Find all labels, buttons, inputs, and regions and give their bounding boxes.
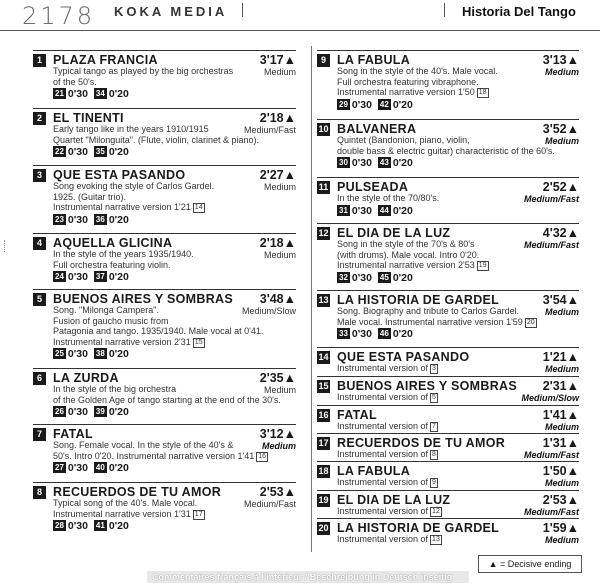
description-line (337, 477, 438, 488)
edit-track-number: 22 (55, 147, 64, 156)
track-reference-box: 8 (432, 451, 436, 458)
track-number: 8 (33, 486, 46, 499)
track-duration: 1'21▲ (542, 350, 579, 364)
track-tempo: Medium (263, 385, 296, 395)
description-line (337, 534, 442, 545)
track-tempo: Medium/Fast (523, 240, 579, 250)
track-description (337, 135, 555, 156)
description-text: Song in the style of the 40's. Male vocal. (337, 66, 498, 76)
description-text: double bass & electric guitar) characteristic of the 60's. (337, 145, 555, 156)
track-number: 6 (33, 372, 46, 385)
track-duration: 2'27▲ (259, 168, 296, 182)
track-separator (317, 290, 579, 291)
description-line (53, 77, 233, 88)
description-text: 1925. (Guitar trio). (53, 191, 127, 202)
track-tempo: Medium (544, 67, 579, 77)
track-tempo: Medium (544, 535, 579, 545)
edit-duration: 0'20 (108, 213, 129, 226)
track-duration: 2'53▲ (542, 493, 579, 507)
album-title: Historia Del Tango (462, 4, 576, 19)
track-tempo: Medium/Fast (243, 499, 296, 509)
track-number: 1 (33, 54, 46, 67)
track-separator (317, 223, 579, 224)
edit-duration: 0'30 (351, 204, 372, 217)
description-line (53, 337, 263, 348)
edit-track-number: 46 (379, 329, 389, 338)
description-text: In the style of the 70/80's. (337, 193, 440, 203)
track-separator (33, 108, 296, 109)
track-number: 20 (318, 523, 329, 533)
track-reference-box: 20 (526, 318, 535, 326)
description-text: In the style of the years 1935/1940. (53, 249, 194, 259)
edit-versions (337, 205, 419, 217)
description-text: Quartet "Milonguita". (Flute, violin, clarinet & piano). (53, 134, 259, 145)
track-title: EL DIA DE LA LUZ (337, 493, 451, 507)
edit-versions (53, 520, 135, 532)
edit-versions (53, 146, 135, 158)
track-tempo: Medium (263, 67, 296, 77)
edit-duration: 0'30 (351, 157, 372, 169)
track-separator (33, 50, 296, 51)
description-line (337, 66, 498, 77)
track-separator (33, 233, 296, 234)
track-description (53, 498, 205, 520)
edit-duration: 0'20 (392, 328, 413, 340)
track-duration: 4'32▲ (542, 226, 579, 240)
description-line (53, 260, 194, 271)
edit-duration: 0'20 (392, 98, 413, 111)
track-separator (317, 490, 579, 491)
track-duration: 3'17▲ (259, 53, 296, 67)
description-line (337, 317, 537, 328)
edit-versions (53, 214, 135, 226)
track-separator (317, 518, 579, 519)
track-duration: 2'31▲ (542, 379, 579, 393)
edit-track-number: 35 (95, 147, 105, 156)
track-description (53, 305, 263, 348)
track-description (337, 421, 438, 432)
track-reference-box: 16 (258, 452, 267, 460)
description-text: Instrumental narrative version 2'31 (53, 336, 191, 347)
track-tempo: Medium (544, 307, 579, 317)
edit-duration: 0'20 (392, 157, 413, 169)
track-description (337, 449, 438, 460)
track-title: BALVANERA (337, 122, 417, 136)
track-reference-box: 18 (478, 89, 487, 96)
track-title: PLAZA FRANCIA (53, 53, 158, 67)
track-tempo: Medium/Fast (243, 125, 296, 135)
edit-track-number: 33 (339, 329, 348, 338)
track-description (337, 239, 489, 271)
track-number: 10 (318, 124, 329, 134)
decisive-ending-legend: ▲ = Decisive ending (478, 555, 582, 573)
description-text: (with drums). Male vocal. Intro 0'20. (337, 249, 480, 260)
description-line (337, 306, 537, 317)
track-number: 7 (33, 428, 46, 441)
edit-track-number: 23 (55, 214, 64, 224)
track-reference-box: 3 (432, 365, 436, 372)
track-description (337, 392, 438, 403)
track-duration: 1'50▲ (542, 464, 579, 478)
track-title: LA FABULA (337, 53, 411, 67)
edit-track-number: 38 (95, 349, 105, 358)
description-line (53, 440, 268, 451)
track-duration: 3'52▲ (542, 122, 579, 136)
description-line (53, 305, 263, 316)
track-title: LA HISTORIA DE GARDEL (337, 293, 500, 307)
description-line (337, 135, 555, 146)
description-line (337, 250, 489, 261)
edit-duration: 0'20 (108, 462, 129, 474)
edit-duration: 0'30 (67, 520, 88, 532)
track-duration: 3'13▲ (542, 53, 579, 67)
track-duration: 3'48▲ (259, 292, 296, 306)
edit-duration: 0'30 (351, 271, 372, 284)
track-duration: 3'12▲ (259, 427, 296, 441)
track-description (53, 66, 233, 87)
description-line (337, 449, 438, 460)
edit-track-number: 45 (379, 272, 389, 282)
track-number: 14 (318, 352, 329, 362)
track-tempo: Medium/Fast (523, 507, 579, 517)
edit-duration: 0'20 (108, 520, 129, 532)
column-divider (311, 46, 312, 552)
track-tempo: Medium/Slow (241, 306, 296, 316)
track-duration: 2'18▲ (259, 111, 296, 125)
track-reference-box: 19 (478, 262, 487, 269)
track-description (337, 306, 537, 328)
description-text: Song. Female vocal. In the style of the 40's & (53, 440, 234, 450)
track-number: 2 (33, 112, 46, 125)
description-text: Male vocal. Instrumental narrative version 1'59 (337, 316, 523, 327)
edit-track-number: 44 (379, 205, 389, 215)
description-text: of the 50's. (53, 76, 97, 87)
edit-track-number: 42 (379, 99, 389, 109)
track-number: 3 (33, 169, 46, 182)
description-text: In the style of the big orchestra (53, 384, 177, 394)
edit-versions (337, 328, 419, 340)
edit-track-number: 21 (55, 89, 64, 98)
track-separator (33, 482, 296, 483)
edit-track-number: 32 (339, 272, 348, 282)
description-text: Instrumental narrative version 1'21 (53, 202, 191, 212)
track-reference-box: 5 (432, 394, 436, 401)
track-tempo: Medium (544, 422, 579, 432)
edit-track-number: 24 (55, 272, 64, 281)
edit-duration: 0'20 (108, 348, 129, 360)
description-line (53, 509, 205, 520)
edit-versions (53, 88, 135, 100)
edit-versions (53, 406, 135, 418)
edit-duration: 0'30 (67, 88, 88, 100)
track-description (53, 384, 281, 405)
edit-track-number: 26 (55, 407, 64, 416)
record-label: KOKA MEDIA (114, 4, 228, 19)
track-description (337, 193, 439, 204)
edit-duration: 0'30 (67, 146, 88, 158)
track-title: FATAL (53, 427, 93, 441)
description-text: Instrumental version of (337, 506, 429, 516)
description-line (337, 77, 498, 88)
description-line (337, 421, 438, 432)
track-duration: 1'31▲ (542, 436, 579, 450)
description-line (53, 192, 214, 203)
track-description (337, 363, 438, 374)
edit-versions (53, 348, 135, 360)
track-tempo: Medium/Slow (521, 393, 579, 403)
edit-track-number: 25 (55, 349, 64, 358)
description-text: Instrumental version of (337, 449, 429, 459)
description-text: Instrumental version of (337, 534, 429, 544)
edit-duration: 0'30 (351, 98, 372, 111)
edit-duration: 0'30 (67, 406, 88, 418)
header-divider (444, 3, 445, 17)
footer-note: Commentaires français à l'intérieur / Beschreibung in Deutsch inseitig (152, 572, 453, 582)
description-text: Full orchestra featuring vibraphone. (337, 76, 479, 87)
track-title: EL TINENTI (53, 111, 124, 125)
track-title: LA ZURDA (53, 371, 119, 385)
description-line (337, 239, 489, 250)
edit-versions (337, 157, 419, 169)
edit-track-number: 41 (95, 521, 105, 530)
track-description (337, 66, 498, 98)
edit-track-number: 29 (339, 99, 348, 109)
track-number: 5 (33, 293, 46, 306)
header-bar (0, 0, 600, 31)
track-reference-box: 12 (432, 508, 440, 515)
track-tempo: Medium (261, 441, 296, 451)
track-duration: 1'41▲ (542, 408, 579, 422)
track-tempo: Medium (263, 250, 296, 260)
track-number: 18 (318, 466, 329, 476)
description-text: Full orchestra featuring violin. (53, 259, 171, 270)
track-title: LA HISTORIA DE GARDEL (337, 521, 500, 535)
track-separator (33, 368, 296, 369)
description-line (53, 181, 214, 192)
description-text: Quintet (Bandonion, piano, violin, (337, 135, 470, 145)
description-text: Fusion of gaucho music from (53, 315, 169, 326)
track-number: 12 (318, 228, 329, 238)
track-separator (317, 433, 579, 434)
edit-track-number: 31 (339, 205, 348, 215)
description-text: of the Golden Age of tango starting at the end of the 30's. (53, 394, 281, 405)
track-title: RECUERDOS DE TU AMOR (53, 485, 222, 499)
description-text: Typical song of the 40's. Male vocal. (53, 498, 198, 508)
track-separator (317, 119, 579, 120)
edit-duration: 0'20 (108, 88, 129, 100)
track-separator (317, 461, 579, 462)
edit-track-number: 36 (95, 214, 105, 224)
track-separator (33, 424, 296, 425)
track-reference-box: 17 (194, 510, 203, 518)
description-text: 50's. Intro 0'20. Instrumental narrative version 1'41 (53, 450, 255, 461)
track-separator (317, 50, 579, 51)
track-title: LA FABULA (337, 464, 411, 478)
description-line (53, 135, 259, 146)
track-reference-box: 15 (194, 338, 203, 346)
description-text: Typical tango as played by the big orchestras (53, 66, 234, 76)
track-reference-box: 14 (194, 204, 203, 211)
track-separator (317, 376, 579, 377)
edit-track-number: 43 (379, 158, 389, 167)
description-line (337, 87, 498, 98)
edit-duration: 0'30 (351, 328, 372, 340)
track-description (53, 181, 214, 213)
track-title: AQUELLA GLICINA (53, 236, 173, 250)
track-title: FATAL (337, 408, 377, 422)
track-tempo: Medium/Fast (523, 194, 579, 204)
track-tempo: Medium (544, 478, 579, 488)
description-text: Song in the style of the 70's & 80's (337, 239, 475, 249)
description-text: Instrumental version of (337, 363, 429, 373)
edit-track-number: 34 (95, 89, 105, 98)
description-line (53, 451, 268, 462)
edge-mark (4, 240, 8, 252)
track-duration: 2'18▲ (259, 236, 296, 250)
track-title: PULSEADA (337, 180, 409, 194)
description-text: Instrumental version of (337, 421, 429, 431)
description-line (53, 124, 259, 135)
track-description (53, 124, 259, 145)
track-number: 9 (317, 54, 330, 67)
track-duration: 2'52▲ (542, 180, 579, 194)
edit-track-number: 28 (55, 521, 64, 530)
track-number: 17 (318, 438, 329, 448)
edit-track-number: 39 (95, 407, 105, 416)
description-line (53, 249, 194, 260)
description-line (53, 316, 263, 327)
edit-versions (53, 462, 135, 474)
track-separator (33, 289, 296, 290)
track-number: 4 (33, 237, 46, 250)
edit-duration: 0'20 (392, 271, 413, 284)
edit-track-number: 30 (339, 158, 348, 167)
track-separator (317, 405, 579, 406)
description-line (53, 395, 281, 406)
edit-duration: 0'20 (108, 406, 129, 418)
track-description (337, 506, 442, 517)
description-line (53, 384, 281, 395)
description-text: Instrumental narrative version 1'50 (337, 87, 475, 97)
catalog-number: 2178 (22, 2, 96, 30)
description-line (337, 146, 555, 157)
track-tempo: Medium (263, 182, 296, 192)
track-title: EL DIA DE LA LUZ (337, 226, 451, 240)
track-duration: 2'35▲ (259, 371, 296, 385)
track-tempo: Medium (544, 364, 579, 374)
description-text: Patagonia and tango. 1935/1940. Male vocal at 0'41. (53, 326, 264, 336)
edit-duration: 0'30 (67, 462, 88, 474)
track-separator (317, 347, 579, 348)
edit-duration: 0'30 (67, 271, 88, 283)
edit-track-number: 27 (55, 463, 64, 472)
edit-duration: 0'20 (392, 204, 413, 217)
track-number: 16 (318, 410, 329, 420)
track-number: 11 (318, 182, 329, 192)
track-title: RECUERDOS DE TU AMOR (337, 436, 506, 450)
track-description (337, 534, 442, 545)
description-text: Instrumental narrative version 2'53 (337, 260, 475, 270)
edit-versions (337, 99, 419, 111)
edit-track-number: 40 (95, 463, 105, 472)
track-separator (317, 177, 579, 178)
track-title: BUENOS AIRES Y SOMBRAS (337, 379, 518, 393)
edit-duration: 0'20 (108, 146, 129, 158)
description-line (53, 498, 205, 509)
track-description (53, 249, 194, 270)
edit-duration: 0'20 (108, 271, 129, 283)
track-tempo: Medium (544, 136, 579, 146)
edit-track-number: 37 (95, 272, 105, 281)
track-tempo: Medium/Fast (523, 450, 579, 460)
description-line (337, 193, 439, 204)
track-reference-box: 9 (432, 479, 436, 486)
track-number: 19 (318, 495, 329, 505)
description-line (337, 392, 438, 403)
edit-versions (337, 272, 419, 284)
track-duration: 1'59▲ (542, 521, 579, 535)
header-divider (242, 3, 243, 17)
track-description (337, 477, 438, 488)
track-number: 15 (318, 381, 329, 391)
description-text: Song. "Milonga Campera". (53, 305, 159, 315)
description-text: Instrumental narrative version 1'31 (53, 508, 191, 519)
description-line (337, 260, 489, 271)
description-text: Instrumental version of (337, 477, 429, 487)
description-line (53, 202, 214, 213)
track-title: QUE ESTA PASANDO (53, 168, 186, 182)
description-text: Early tango like in the years 1910/1915 (53, 124, 209, 134)
description-text: Song. Biography and tribute to Carlos Gardel. (337, 306, 520, 316)
description-text: Instrumental version of (337, 392, 429, 402)
edit-versions (53, 271, 135, 283)
description-line (337, 363, 438, 374)
track-number: 13 (318, 295, 329, 305)
track-separator (33, 165, 296, 166)
track-title: BUENOS AIRES Y SOMBRAS (53, 292, 234, 306)
edit-duration: 0'30 (67, 348, 88, 360)
description-line (53, 66, 233, 77)
description-line (53, 326, 263, 337)
track-duration: 2'53▲ (259, 485, 296, 499)
track-description (53, 440, 268, 462)
description-line (337, 506, 442, 517)
description-text: Song evoking the style of Carlos Gardel. (53, 181, 215, 191)
track-duration: 3'54▲ (542, 293, 579, 307)
edit-duration: 0'30 (67, 213, 88, 226)
track-title: QUE ESTA PASANDO (337, 350, 470, 364)
track-reference-box: 7 (432, 423, 436, 430)
track-reference-box: 13 (432, 536, 440, 543)
